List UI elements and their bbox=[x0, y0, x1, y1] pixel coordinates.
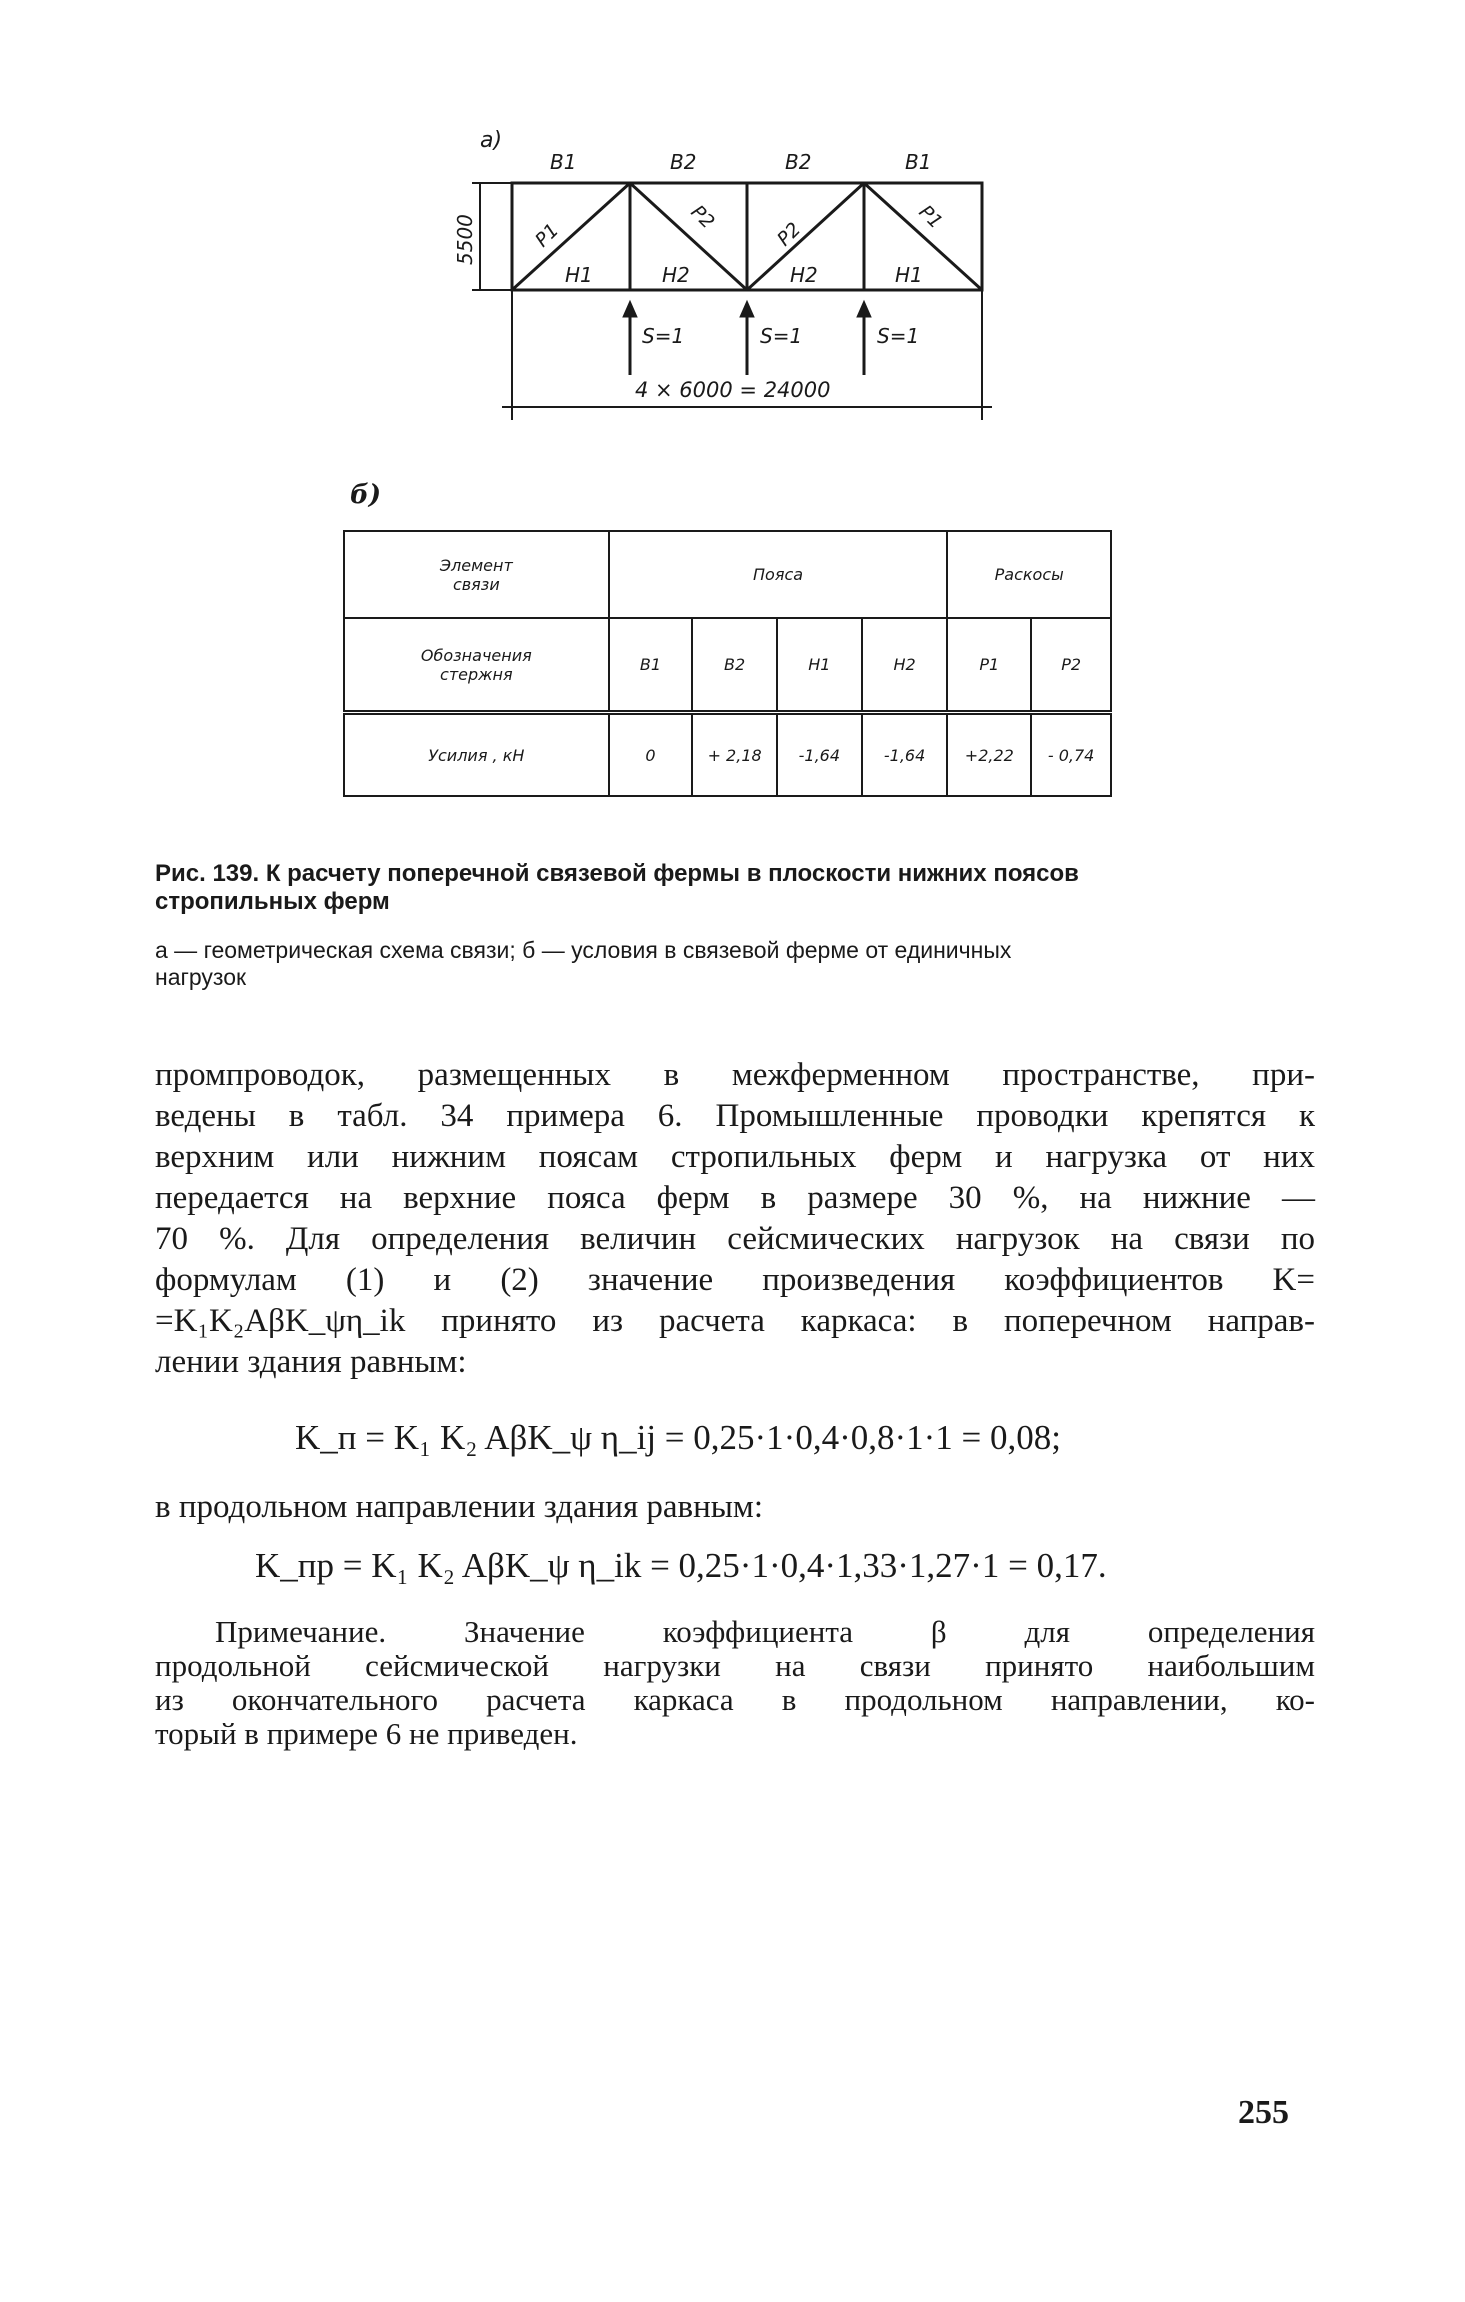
top-label-2: В2 bbox=[670, 150, 697, 174]
note-paragraph bbox=[155, 1615, 1315, 1751]
cell-force: -1,64 bbox=[777, 713, 862, 797]
cell-designation: Н2 bbox=[862, 618, 948, 713]
body-line: в продольном направлении здания равным: bbox=[155, 1489, 763, 1525]
table-row bbox=[344, 618, 1111, 713]
top-label-4: В1 bbox=[905, 150, 932, 174]
note-line: из окончательного расчета каркаса в продольном направлении, ко- bbox=[155, 1682, 1315, 1717]
cell-force: 0 bbox=[609, 713, 693, 797]
figure-caption-subtitle bbox=[155, 937, 1315, 991]
formula-longitudinal: K_пр = K₁ K₂ AβK_ψ η_ik = 0,25·1·0,4·1,33·1,27·1 = 0,17. bbox=[255, 1546, 1107, 1585]
caption-sub-line: а — геометрическая схема связи; б — условия в связевой ферме от единичных bbox=[155, 937, 1012, 963]
cell-force: -1,64 bbox=[862, 713, 948, 797]
bottom-label-3: Н2 bbox=[790, 263, 818, 287]
note-line: Примечание. Значение коэффициента β для определения bbox=[215, 1614, 1315, 1649]
height-dimension: 5500 bbox=[453, 214, 477, 265]
bottom-label-1: Н1 bbox=[565, 263, 593, 287]
header-element: Элемент связи bbox=[344, 531, 609, 618]
cell-designation: В1 bbox=[609, 618, 693, 713]
cell-designation: Р1 bbox=[947, 618, 1031, 713]
cell-force: + 2,18 bbox=[692, 713, 777, 797]
panel-a-label: а) bbox=[480, 128, 503, 153]
load-label-2: S=1 bbox=[760, 324, 803, 348]
page-number: 255 bbox=[1238, 2094, 1289, 2131]
cell-force: +2,22 bbox=[947, 713, 1031, 797]
diag-label-4: Р1 bbox=[914, 200, 947, 234]
bottom-label-4: Н1 bbox=[895, 263, 923, 287]
note-line: торый в примере 6 не приведен. bbox=[155, 1716, 578, 1751]
cell-designation: В2 bbox=[692, 618, 777, 713]
table-row bbox=[344, 713, 1111, 797]
body-line: 70 %. Для определения величин сейсмических нагрузок на связи по bbox=[155, 1221, 1315, 1257]
body-line: формулам (1) и (2) значение произведения коэффициентов K= bbox=[155, 1262, 1315, 1298]
row-designation-label: Обозначения стержня bbox=[344, 618, 609, 713]
body-line: промпроводок, размещенных в межферменном пространстве, при- bbox=[155, 1057, 1315, 1093]
diag-label-2: Р2 bbox=[686, 200, 719, 234]
cell-force: - 0,74 bbox=[1031, 713, 1111, 797]
formula-transverse: K_п = K₁ K₂ AβK_ψ η_ij = 0,25·1·0,4·0,8·1·1 = 0,08; bbox=[295, 1418, 1062, 1457]
body-line: верхним или нижним поясам стропильных ферм и нагрузка от них bbox=[155, 1139, 1315, 1175]
body-line: =K₁K₂AβK_ψη_ik принято из расчета каркаса: в поперечном направ- bbox=[155, 1303, 1315, 1339]
diag-label-3: Р2 bbox=[772, 218, 806, 251]
body-line: передается на верхние пояса ферм в размере 30 %, на нижние — bbox=[155, 1180, 1315, 1216]
body-between bbox=[155, 1487, 1315, 1528]
panel-b-label: б) bbox=[350, 480, 382, 510]
forces-table bbox=[343, 530, 1112, 797]
load-label-1: S=1 bbox=[642, 324, 685, 348]
top-label-3: В2 bbox=[785, 150, 812, 174]
cell-designation: Р2 bbox=[1031, 618, 1111, 713]
header-diagonals: Раскосы bbox=[947, 531, 1111, 618]
row-forces-label: Усилия , кН bbox=[344, 713, 609, 797]
caption-title-line: Рис. 139. К расчету поперечной связевой фермы в плоскости нижних поясов bbox=[155, 860, 1079, 887]
body-line: лении здания равным: bbox=[155, 1344, 467, 1380]
caption-title-line: стропильных ферм bbox=[155, 888, 390, 915]
table-row bbox=[344, 531, 1111, 618]
load-label-3: S=1 bbox=[877, 324, 920, 348]
cell-designation: Н1 bbox=[777, 618, 862, 713]
top-label-1: В1 bbox=[550, 150, 577, 174]
header-chords: Пояса bbox=[609, 531, 948, 618]
bottom-label-2: Н2 bbox=[662, 263, 690, 287]
note-line: продольной сейсмической нагрузки на связи принято наибольшим bbox=[155, 1648, 1315, 1683]
diag-label-1: Р1 bbox=[530, 219, 564, 252]
span-dimension: 4 × 6000 = 24000 bbox=[635, 378, 831, 402]
caption-sub-line: нагрузок bbox=[155, 964, 247, 990]
body-paragraph bbox=[155, 1055, 1315, 1383]
body-line: ведены в табл. 34 примера 6. Промышленные проводки крепятся к bbox=[155, 1098, 1315, 1134]
truss-diagram bbox=[440, 125, 1000, 435]
figure-caption-title bbox=[155, 860, 1315, 916]
